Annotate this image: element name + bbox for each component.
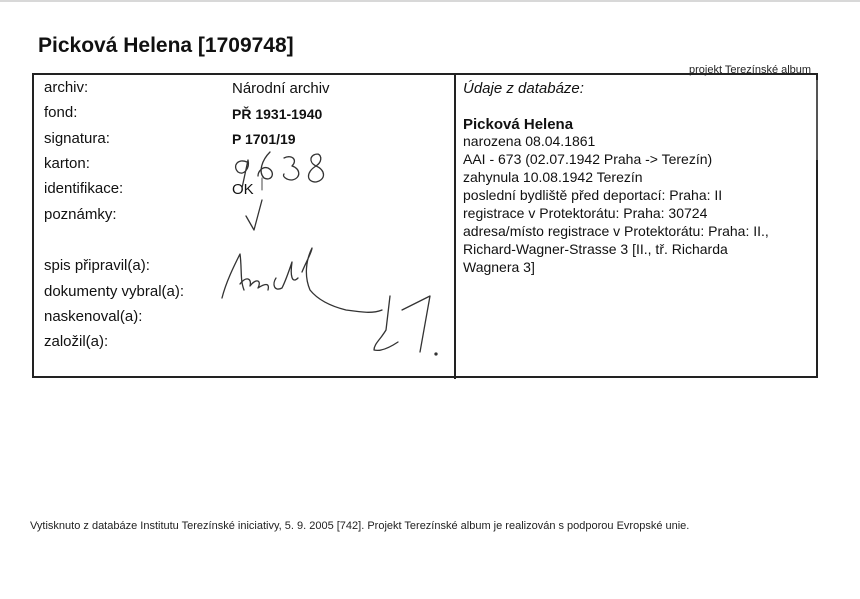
database-line-born: narozena 08.04.1861 <box>463 133 596 149</box>
field-label-signatura: signatura: <box>44 130 110 147</box>
footer-note: Vytisknuto z databáze Institutu Terezínské iniciativy, 5. 9. 2005 [742]. Projekt Terezínské album je realizován s podporou Evropské unie. <box>30 520 690 532</box>
field-label-fond: fond: <box>44 104 78 121</box>
database-line-registration: registrace v Protektorátu: Praha: 30724 <box>463 205 708 221</box>
database-line-address-2: Richard-Wagner-Strasse 3 [II., tř. Richarda <box>463 241 728 257</box>
scan-top-edge <box>0 0 860 2</box>
field-value-identifikace: OK <box>232 181 254 198</box>
field-label-spis-pripravil: spis připravil(a): <box>44 257 150 274</box>
database-line-transport: AAI - 673 (02.07.1942 Praha -> Terezín) <box>463 151 713 167</box>
database-line-last-residence: poslední bydliště před deportací: Praha: II <box>463 187 723 203</box>
field-label-zalozil: založil(a): <box>44 333 109 350</box>
field-label-poznamky: poznámky: <box>44 206 117 223</box>
page-title: Picková Helena [1709748] <box>38 34 294 57</box>
field-value-signatura: P 1701/19 <box>232 131 296 147</box>
database-line-died: zahynula 10.08.1942 Terezín <box>463 169 643 185</box>
card-right-edge-mark <box>816 80 818 160</box>
field-label-dokumenty-vybral: dokumenty vybral(a): <box>44 283 185 300</box>
project-label: projekt Terezínské album <box>689 64 812 76</box>
database-line-address-3: Wagnera 3] <box>463 259 535 275</box>
field-value-archiv: Národní archiv <box>232 80 330 97</box>
database-heading: Údaje z databáze: <box>463 80 584 97</box>
database-line-address-1: adresa/místo registrace v Protektorátu: Praha: II., <box>463 223 769 239</box>
field-label-karton: karton: <box>44 155 90 172</box>
field-label-archiv: archiv: <box>44 79 89 96</box>
card-divider <box>454 73 456 379</box>
field-label-naskenoval: naskenoval(a): <box>44 308 143 325</box>
field-label-identifikace: identifikace: <box>44 180 124 197</box>
database-person-name: Picková Helena <box>463 116 574 133</box>
field-value-fond: PŘ 1931-1940 <box>232 106 323 122</box>
